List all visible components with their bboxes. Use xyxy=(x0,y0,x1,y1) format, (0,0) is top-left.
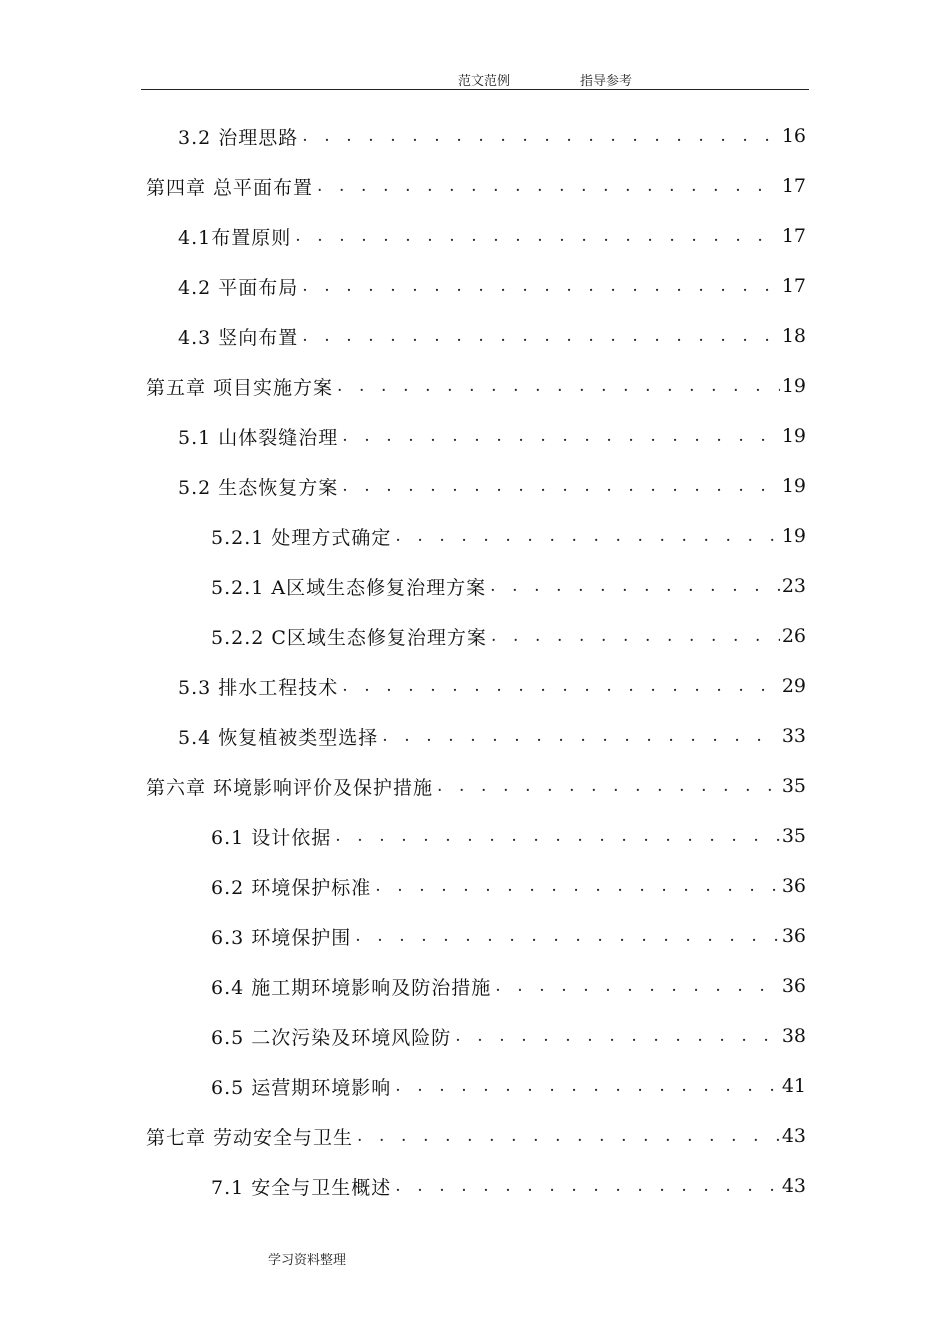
toc-dot-leader xyxy=(437,776,780,796)
toc-dot-leader xyxy=(375,876,780,896)
toc-dot-leader xyxy=(335,826,780,846)
toc-entry[interactable] xyxy=(146,366,806,406)
toc-entry-page: 29 xyxy=(781,675,806,697)
toc-entry-title: 第六章 环境影响评价及保护措施 xyxy=(146,776,434,799)
toc-entry-title: 6.5 二次污染及环境风险防 xyxy=(211,1026,452,1049)
toc-dot-leader xyxy=(490,576,780,596)
toc-entry-page: 19 xyxy=(781,525,806,547)
toc-dot-leader xyxy=(337,376,780,396)
toc-entry[interactable] xyxy=(211,516,806,556)
toc-entry[interactable] xyxy=(178,716,806,756)
toc-dot-leader xyxy=(395,1176,780,1196)
toc-entry-page: 16 xyxy=(781,125,806,147)
toc-entry-title: 5.2.2 C区域生态修复治理方案 xyxy=(211,626,487,649)
toc-entry-page: 19 xyxy=(781,375,806,397)
toc-entry-page: 17 xyxy=(781,175,806,197)
toc-entry-title: 6.3 环境保护围 xyxy=(211,926,352,949)
toc-entry-page: 17 xyxy=(781,225,806,247)
toc-dot-leader xyxy=(342,676,780,696)
toc-dot-leader xyxy=(455,1026,780,1046)
toc-entry[interactable] xyxy=(211,816,806,856)
page-header xyxy=(0,70,950,90)
page-footer: 学习资料整理 xyxy=(268,1253,347,1268)
toc-dot-leader xyxy=(302,126,780,146)
toc-entry-title: 3.2 治理思路 xyxy=(178,126,299,149)
toc-entry-page: 36 xyxy=(781,975,806,997)
toc-entry-title: 5.1 山体裂缝治理 xyxy=(178,426,339,449)
toc-dot-leader xyxy=(491,626,780,646)
toc-dot-leader xyxy=(382,726,780,746)
toc-entry-title: 第四章 总平面布置 xyxy=(146,176,314,199)
toc-entry[interactable] xyxy=(211,1066,806,1106)
toc-entry-page: 19 xyxy=(781,425,806,447)
toc-entry-title: 6.2 环境保护标准 xyxy=(211,876,372,899)
header-left-text: 范文范例 xyxy=(458,74,511,89)
toc-entry[interactable] xyxy=(178,666,806,706)
toc-entry-page: 35 xyxy=(781,775,806,797)
toc-entry[interactable] xyxy=(146,766,806,806)
toc-entry-page: 17 xyxy=(781,275,806,297)
toc-dot-leader xyxy=(355,926,780,946)
header-divider xyxy=(141,89,809,90)
toc-entry[interactable] xyxy=(211,566,806,606)
toc-entry[interactable] xyxy=(178,316,806,356)
toc-entry-title: 6.4 施工期环境影响及防治措施 xyxy=(211,976,492,999)
toc-entry-title: 5.3 排水工程技术 xyxy=(178,676,339,699)
toc-entry-title: 5.2 生态恢复方案 xyxy=(178,476,339,499)
toc-entry[interactable] xyxy=(178,416,806,456)
toc-dot-leader xyxy=(302,276,780,296)
toc-entry-page: 38 xyxy=(781,1025,806,1047)
toc-entry-page: 26 xyxy=(781,625,806,647)
toc-entry-title: 6.5 运营期环境影响 xyxy=(211,1076,392,1099)
toc-dot-leader xyxy=(317,176,780,196)
toc-entry-title: 第五章 项目实施方案 xyxy=(146,376,334,399)
toc-entry[interactable] xyxy=(211,966,806,1006)
toc-entry-page: 36 xyxy=(781,875,806,897)
toc-dot-leader xyxy=(295,226,780,246)
toc-entry[interactable] xyxy=(178,116,806,156)
toc-entry-page: 36 xyxy=(781,925,806,947)
toc-entry[interactable] xyxy=(178,266,806,306)
toc-dot-leader xyxy=(395,526,779,546)
toc-dot-leader xyxy=(495,976,780,996)
toc-entry[interactable] xyxy=(211,866,806,906)
toc-dot-leader xyxy=(302,326,780,346)
toc-entry[interactable] xyxy=(146,1116,806,1156)
toc-entry[interactable] xyxy=(211,1016,806,1056)
toc-entry-page: 35 xyxy=(781,825,806,847)
toc-entry[interactable] xyxy=(178,216,806,256)
toc-entry-title: 第七章 劳动安全与卫生 xyxy=(146,1126,354,1149)
toc-dot-leader xyxy=(342,426,780,446)
toc-dot-leader xyxy=(357,1126,780,1146)
toc-entry-page: 33 xyxy=(781,725,806,747)
toc-entry[interactable] xyxy=(211,916,806,956)
toc-entry-title: 4.2 平面布局 xyxy=(178,276,299,299)
header-right-text: 指导参考 xyxy=(580,74,633,89)
toc-entry-title: 4.1布置原则 xyxy=(178,226,292,249)
toc-entry-title: 7.1 安全与卫生概述 xyxy=(211,1176,392,1199)
toc-entry[interactable] xyxy=(146,166,806,206)
toc-entry-page: 43 xyxy=(781,1175,806,1197)
toc-dot-leader xyxy=(395,1076,780,1096)
toc-entry-page: 19 xyxy=(781,475,806,497)
toc-entry-title: 5.2.1 处理方式确定 xyxy=(211,526,392,549)
toc-entry-page: 18 xyxy=(781,325,806,347)
toc-entry-title: 5.4 恢复植被类型选择 xyxy=(178,726,379,749)
toc-entry[interactable] xyxy=(211,1166,806,1206)
toc-entry-page: 23 xyxy=(781,575,806,597)
toc-entry-page: 43 xyxy=(781,1125,806,1147)
toc-dot-leader xyxy=(342,476,780,496)
toc-entry[interactable] xyxy=(178,466,806,506)
toc-entry-title: 4.3 竖向布置 xyxy=(178,326,299,349)
toc-entry-title: 5.2.1 A区域生态修复治理方案 xyxy=(211,576,487,599)
toc-entry[interactable] xyxy=(211,616,806,656)
toc-entry-page: 41 xyxy=(781,1075,806,1097)
toc-entry-title: 6.1 设计依据 xyxy=(211,826,332,849)
